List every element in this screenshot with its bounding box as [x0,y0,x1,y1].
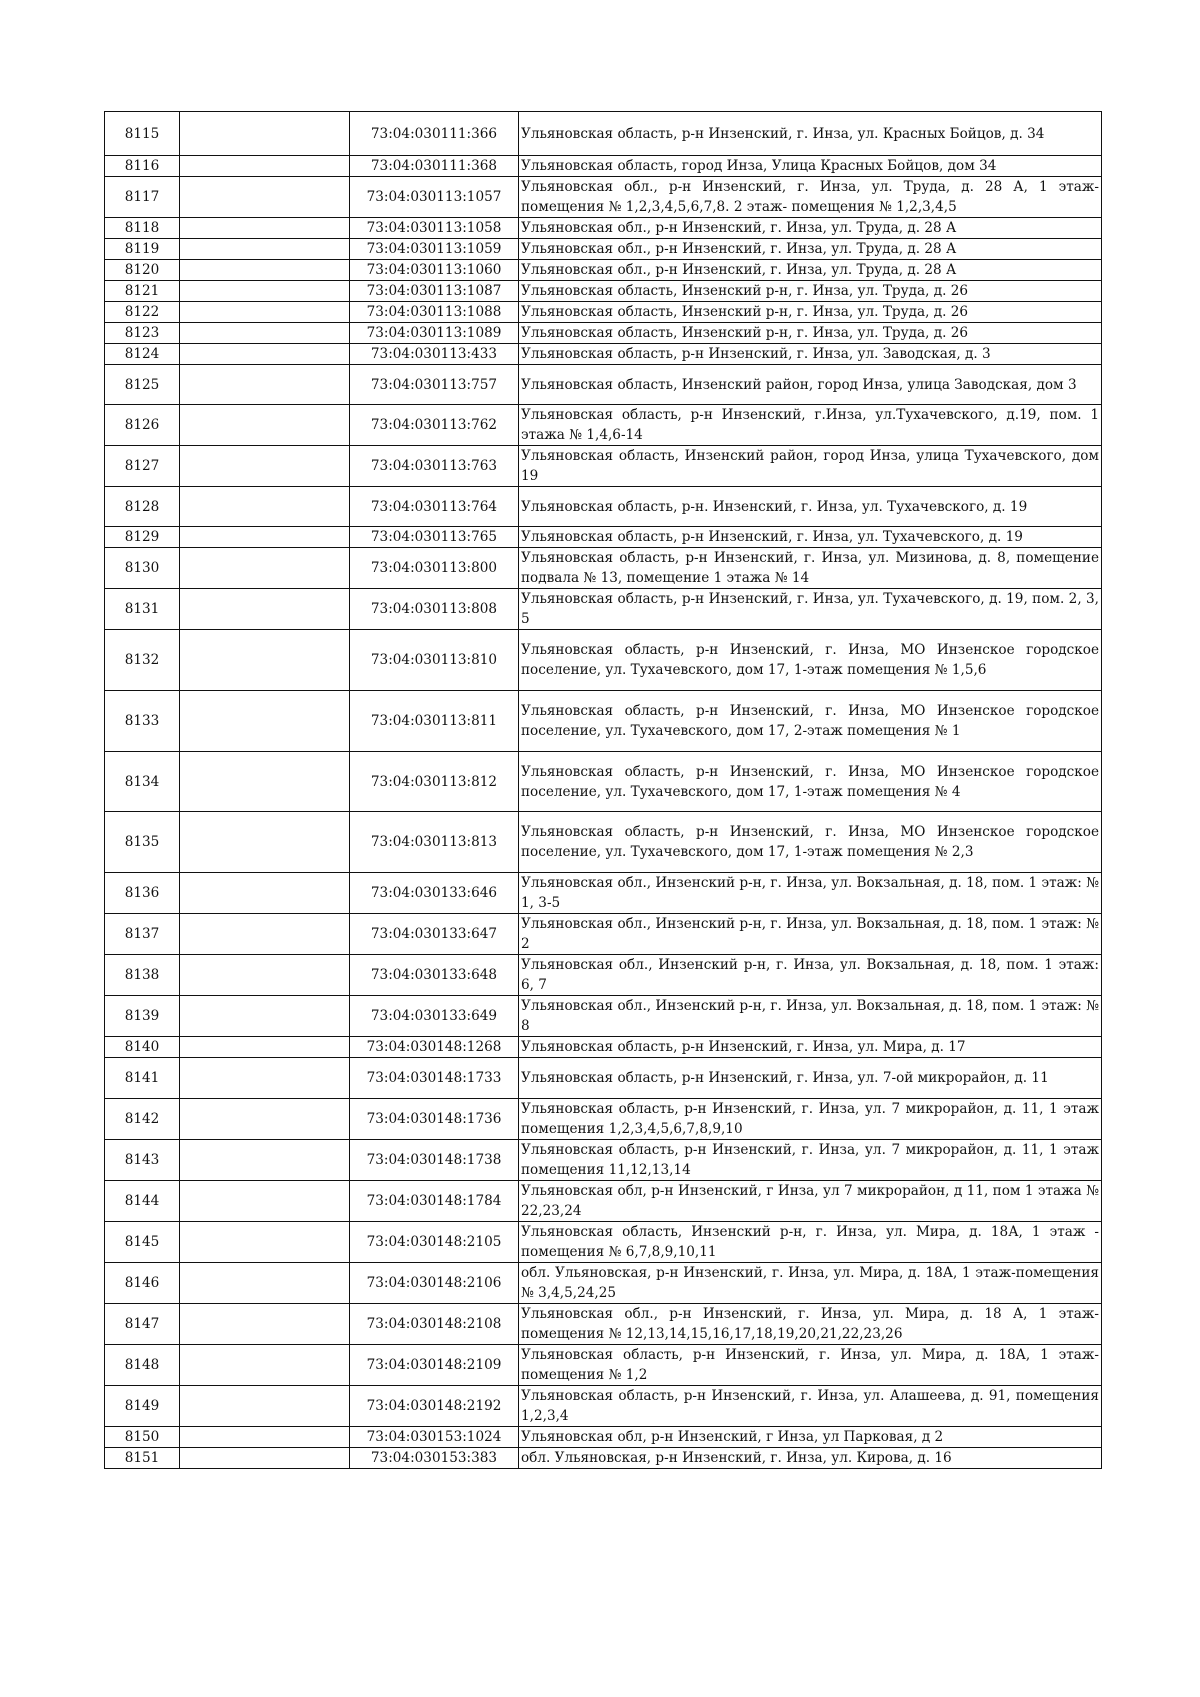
cadastral-number: 73:04:030113:1059 [350,239,519,260]
address: Ульяновская область, р-н Инзенский, г. Инза, МО Инзенское городское поселение, ул. Тухачевского, дом 17, 1-этаж помещения № 2,3 [519,812,1102,873]
empty-cell [180,156,350,177]
address: Ульяновская обл., р-н Инзенский, г. Инза, ул. Труда, д. 28 А [519,239,1102,260]
row-number: 8137 [105,914,180,955]
empty-cell [180,1222,350,1263]
cadastral-number: 73:04:030113:1058 [350,218,519,239]
empty-cell [180,323,350,344]
empty-cell [180,1427,350,1448]
table-row [105,1222,1102,1263]
address: Ульяновская область, Инзенский р-н, г. Инза, ул. Мира, д. 18А, 1 этаж - помещения № 6,7,8,9,10,11 [519,1222,1102,1263]
row-number: 8151 [105,1448,180,1469]
address: Ульяновская область, р-н Инзенский, г. Инза, ул. Тухачевского, д. 19 [519,527,1102,548]
row-number: 8126 [105,405,180,446]
empty-cell [180,487,350,527]
table-row [105,589,1102,630]
table-row [105,323,1102,344]
table-row [105,873,1102,914]
empty-cell [180,177,350,218]
empty-cell [180,1448,350,1469]
cadastral-number: 73:04:030113:1087 [350,281,519,302]
address: обл. Ульяновская, р-н Инзенский, г. Инза, ул. Кирова, д. 16 [519,1448,1102,1469]
cadastral-number: 73:04:030113:1060 [350,260,519,281]
address: Ульяновская область, р-н Инзенский, г. Инза, ул. Тухачевского, д. 19, пом. 2, 3, 5 [519,589,1102,630]
empty-cell [180,914,350,955]
empty-cell [180,112,350,156]
empty-cell [180,1181,350,1222]
cadastral-number: 73:04:030113:800 [350,548,519,589]
address: Ульяновская область, р-н Инзенский, г. Инза, ул. Заводская, д. 3 [519,344,1102,365]
table-row [105,1058,1102,1099]
address: Ульяновская область, город Инза, Улица Красных Бойцов, дом 34 [519,156,1102,177]
table-row [105,1345,1102,1386]
address: Ульяновская обл., Инзенский р-н, г. Инза, ул. Вокзальная, д. 18, пом. 1 этаж: № 2 [519,914,1102,955]
empty-cell [180,1058,350,1099]
address: Ульяновская область, р-н Инзенский, г. Инза, ул. Красных Бойцов, д. 34 [519,112,1102,156]
table-row [105,239,1102,260]
row-number: 8133 [105,691,180,752]
table-row [105,1140,1102,1181]
table-row [105,1037,1102,1058]
table-row [105,1263,1102,1304]
cadastral-number: 73:04:030133:648 [350,955,519,996]
row-number: 8127 [105,446,180,487]
address: Ульяновская область, р-н Инзенский, г. Инза, ул. 7 микрорайон, д. 11, 1 этаж помещения 11,12,13,14 [519,1140,1102,1181]
cadastral-number: 73:04:030113:763 [350,446,519,487]
empty-cell [180,812,350,873]
empty-cell [180,1037,350,1058]
address: Ульяновская область, р-н Инзенский, г. Инза, ул. 7 микрорайон, д. 11, 1 этаж помещения 1,2,3,4,5,6,7,8,9,10 [519,1099,1102,1140]
cadastral-number: 73:04:030133:646 [350,873,519,914]
cadastral-number: 73:04:030113:433 [350,344,519,365]
row-number: 8120 [105,260,180,281]
cadastral-number: 73:04:030133:649 [350,996,519,1037]
cadastral-number: 73:04:030148:2108 [350,1304,519,1345]
address: Ульяновская обл., р-н Инзенский, г. Инза, ул. Труда, д. 28 А [519,260,1102,281]
cadastral-number: 73:04:030113:1089 [350,323,519,344]
row-number: 8132 [105,630,180,691]
address: Ульяновская область, р-н Инзенский, г. Инза, ул. Мира, д. 17 [519,1037,1102,1058]
cadastral-number: 73:04:030113:762 [350,405,519,446]
table-row [105,156,1102,177]
row-number: 8144 [105,1181,180,1222]
row-number: 8123 [105,323,180,344]
empty-cell [180,630,350,691]
table-row [105,365,1102,405]
table-row [105,112,1102,156]
address: Ульяновская обл., Инзенский р-н, г. Инза, ул. Вокзальная, д. 18, пом. 1 этаж: № 1, 3-5 [519,873,1102,914]
table-row [105,1386,1102,1427]
cadastral-number: 73:04:030153:1024 [350,1427,519,1448]
empty-cell [180,1099,350,1140]
cadastral-number: 73:04:030133:647 [350,914,519,955]
address: Ульяновская область, р-н Инзенский, г. Инза, МО Инзенское городское поселение, ул. Тухачевского, дом 17, 1-этаж помещения № 4 [519,752,1102,812]
table-row [105,691,1102,752]
empty-cell [180,239,350,260]
address: Ульяновская область, р-н Инзенский, г. Инза, ул. 7-ой микрорайон, д. 11 [519,1058,1102,1099]
empty-cell [180,527,350,548]
row-number: 8147 [105,1304,180,1345]
table-row [105,1304,1102,1345]
cadastral-number: 73:04:030148:1738 [350,1140,519,1181]
table-row [105,1099,1102,1140]
cadastral-number: 73:04:030113:813 [350,812,519,873]
empty-cell [180,1304,350,1345]
address: Ульяновская обл, р-н Инзенский, г Инза, ул Парковая, д 2 [519,1427,1102,1448]
empty-cell [180,1386,350,1427]
registry-table-body [105,112,1102,1469]
row-number: 8122 [105,302,180,323]
empty-cell [180,446,350,487]
row-number: 8141 [105,1058,180,1099]
empty-cell [180,1345,350,1386]
row-number: 8136 [105,873,180,914]
row-number: 8139 [105,996,180,1037]
address: Ульяновская область, р-н Инзенский, г. Инза, ул. Мизинова, д. 8, помещение подвала № 13, помещение 1 этажа № 14 [519,548,1102,589]
row-number: 8143 [105,1140,180,1181]
row-number: 8130 [105,548,180,589]
cadastral-number: 73:04:030113:765 [350,527,519,548]
table-row [105,487,1102,527]
empty-cell [180,405,350,446]
table-row [105,812,1102,873]
cadastral-number: 73:04:030113:812 [350,752,519,812]
table-row [105,446,1102,487]
table-row [105,1448,1102,1469]
address: Ульяновская область, Инзенский р-н, г. Инза, ул. Труда, д. 26 [519,302,1102,323]
address: Ульяновская обл., р-н Инзенский, г. Инза, ул. Труда, д. 28 А [519,218,1102,239]
row-number: 8116 [105,156,180,177]
empty-cell [180,548,350,589]
row-number: 8149 [105,1386,180,1427]
table-row [105,630,1102,691]
cadastral-number: 73:04:030148:1733 [350,1058,519,1099]
empty-cell [180,1263,350,1304]
row-number: 8119 [105,239,180,260]
table-row [105,1427,1102,1448]
table-row [105,218,1102,239]
address: Ульяновская область, р-н Инзенский, г.Инза, ул.Тухачевского, д.19, пом. 1 этажа № 1,4,6-14 [519,405,1102,446]
cadastral-number: 73:04:030111:368 [350,156,519,177]
table-row [105,752,1102,812]
cadastral-number: 73:04:030148:1268 [350,1037,519,1058]
cadastral-number: 73:04:030113:808 [350,589,519,630]
row-number: 8138 [105,955,180,996]
address: Ульяновская область, р-н Инзенский, г. Инза, МО Инзенское городское поселение, ул. Тухачевского, дом 17, 1-этаж помещения № 1,5,6 [519,630,1102,691]
row-number: 8115 [105,112,180,156]
table-row [105,914,1102,955]
address: Ульяновская обл., р-н Инзенский, г. Инза, ул. Мира, д. 18 А, 1 этаж-помещения № 12,13,14,15,16,17,18,19,20,21,22,23,26 [519,1304,1102,1345]
cadastral-number: 73:04:030113:1088 [350,302,519,323]
address: Ульяновская область, Инзенский район, город Инза, улица Тухачевского, дом 19 [519,446,1102,487]
address: Ульяновская область, р-н Инзенский, г. Инза, ул. Алашеева, д. 91, помещения 1,2,3,4 [519,1386,1102,1427]
address: Ульяновская область, Инзенский р-н, г. Инза, ул. Труда, д. 26 [519,281,1102,302]
empty-cell [180,1140,350,1181]
row-number: 8150 [105,1427,180,1448]
empty-cell [180,365,350,405]
cadastral-number: 73:04:030148:2109 [350,1345,519,1386]
table-row [105,344,1102,365]
table-row [105,1181,1102,1222]
address: Ульяновская обл, р-н Инзенский, г Инза, ул 7 микрорайон, д 11, пом 1 этажа № 22,23,24 [519,1181,1102,1222]
cadastral-number: 73:04:030148:2105 [350,1222,519,1263]
address: Ульяновская область, р-н. Инзенский, г. Инза, ул. Тухачевского, д. 19 [519,487,1102,527]
cadastral-number: 73:04:030153:383 [350,1448,519,1469]
address: Ульяновская область, Инзенский р-н, г. Инза, ул. Труда, д. 26 [519,323,1102,344]
cadastral-number: 73:04:030148:2106 [350,1263,519,1304]
cadastral-number: 73:04:030113:811 [350,691,519,752]
cadastral-number: 73:04:030111:366 [350,112,519,156]
row-number: 8118 [105,218,180,239]
address: Ульяновская область, р-н Инзенский, г. Инза, МО Инзенское городское поселение, ул. Тухачевского, дом 17, 2-этаж помещения № 1 [519,691,1102,752]
table-row [105,405,1102,446]
row-number: 8129 [105,527,180,548]
row-number: 8124 [105,344,180,365]
cadastral-number: 73:04:030148:1784 [350,1181,519,1222]
cadastral-number: 73:04:030113:757 [350,365,519,405]
row-number: 8117 [105,177,180,218]
table-row [105,996,1102,1037]
cadastral-number: 73:04:030113:764 [350,487,519,527]
empty-cell [180,996,350,1037]
empty-cell [180,344,350,365]
empty-cell [180,281,350,302]
address: обл. Ульяновская, р-н Инзенский, г. Инза, ул. Мира, д. 18А, 1 этаж-помещения № 3,4,5,24,25 [519,1263,1102,1304]
table-row [105,548,1102,589]
table-row [105,527,1102,548]
row-number: 8145 [105,1222,180,1263]
empty-cell [180,302,350,323]
cadastral-number: 73:04:030113:810 [350,630,519,691]
table-row [105,177,1102,218]
empty-cell [180,218,350,239]
row-number: 8148 [105,1345,180,1386]
table-row [105,302,1102,323]
row-number: 8134 [105,752,180,812]
row-number: 8142 [105,1099,180,1140]
address: Ульяновская область, Инзенский район, город Инза, улица Заводская, дом 3 [519,365,1102,405]
empty-cell [180,955,350,996]
cadastral-number: 73:04:030148:1736 [350,1099,519,1140]
cadastral-number: 73:04:030148:2192 [350,1386,519,1427]
address: Ульяновская обл., Инзенский р-н, г. Инза, ул. Вокзальная, д. 18, пом. 1 этаж: 6, 7 [519,955,1102,996]
address: Ульяновская область, р-н Инзенский, г. Инза, ул. Мира, д. 18А, 1 этаж-помещения № 1,2 [519,1345,1102,1386]
empty-cell [180,589,350,630]
table-row [105,281,1102,302]
row-number: 8135 [105,812,180,873]
registry-table [104,111,1102,1469]
empty-cell [180,873,350,914]
address: Ульяновская обл., Инзенский р-н, г. Инза, ул. Вокзальная, д. 18, пом. 1 этаж: № 8 [519,996,1102,1037]
table-row [105,260,1102,281]
empty-cell [180,752,350,812]
table-row [105,955,1102,996]
row-number: 8140 [105,1037,180,1058]
row-number: 8125 [105,365,180,405]
empty-cell [180,260,350,281]
address: Ульяновская обл., р-н Инзенский, г. Инза, ул. Труда, д. 28 А, 1 этаж-помещения № 1,2,3,4,5,6,7,8. 2 этаж- помещения № 1,2,3,4,5 [519,177,1102,218]
row-number: 8121 [105,281,180,302]
cadastral-number: 73:04:030113:1057 [350,177,519,218]
row-number: 8128 [105,487,180,527]
empty-cell [180,691,350,752]
row-number: 8131 [105,589,180,630]
row-number: 8146 [105,1263,180,1304]
